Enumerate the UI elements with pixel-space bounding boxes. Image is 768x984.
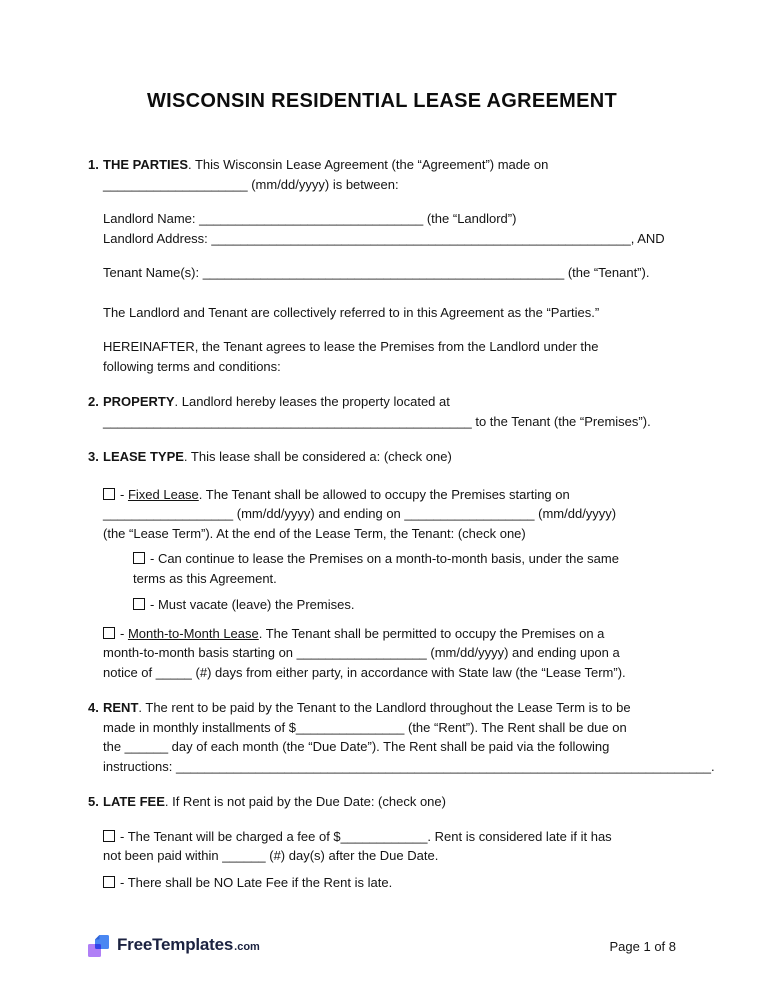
section-intro-text: . Landlord hereby leases the property located at	[174, 394, 450, 409]
checkbox-line	[133, 549, 676, 569]
page-indicator: Page 1 of 8	[609, 938, 676, 954]
section-rent	[88, 698, 715, 776]
checkbox-line	[103, 485, 676, 505]
page-footer	[88, 935, 676, 958]
section-intro-text: . The rent to be paid by the Tenant to the Landlord throughout the Lease Term is to be	[138, 700, 631, 715]
text-line: ____________________ (mm/dd/yyyy) is between:	[103, 176, 399, 192]
section-heading: THE PARTIES	[103, 157, 188, 172]
paragraph-landlord	[103, 209, 676, 248]
paragraph-late-fee-charged	[103, 827, 676, 866]
paragraph-late-fee-intro	[103, 792, 676, 812]
text-line: HEREINAFTER, the Tenant agrees to lease the Premises from the Landlord under the	[103, 339, 599, 354]
checkbox-line	[103, 873, 676, 893]
option-text: - The Tenant will be charged a fee of $____________. Rent is considered late if it has	[120, 828, 612, 844]
text-line	[103, 155, 676, 175]
paragraph-parties-intro	[103, 155, 676, 194]
text-line: notice of _____ (#) days from either party, in accordance with State law (the “Lease Term”).	[103, 664, 626, 680]
section-intro-text: . This lease shall be considered a: (check one)	[183, 449, 452, 464]
section-heading: RENT	[103, 700, 139, 715]
section-late-fee	[88, 792, 676, 892]
checkbox-fixed-lease[interactable]	[103, 488, 115, 500]
landlord-address-line: Landlord Address: __________________________________________________________, AND	[103, 230, 665, 246]
paragraph-month-to-month-lease	[103, 624, 676, 683]
section-heading: PROPERTY	[103, 394, 175, 409]
paragraph-lease-type-intro	[103, 447, 676, 467]
text-line	[103, 698, 676, 718]
document-title: WISCONSIN RESIDENTIAL LEASE AGREEMENT	[146, 90, 618, 112]
option-text: - Can continue to lease the Premises on a month-to-month basis, under the same	[150, 551, 619, 566]
brand-name: FreeTemplates	[117, 935, 234, 955]
section-lease-type	[88, 447, 676, 682]
logo-square-shape	[88, 944, 101, 957]
text-line: __________________ (mm/dd/yyyy) and ending on __________________ (mm/dd/yyyy)	[103, 506, 617, 521]
text-line	[103, 792, 676, 812]
month-to-month-label: Month-to-Month Lease	[127, 625, 259, 641]
option-text: - There shall be NO Late Fee if the Rent is late.	[120, 874, 393, 890]
freetemplates-logo-icon	[88, 935, 110, 958]
text-line: ___________________________________________________ to the Tenant (the “Premises”).	[103, 413, 651, 429]
text-line: the ______ day of each month (the “Due Date”). The Rent shall be paid via the following	[103, 739, 610, 754]
checkbox-dash: -	[120, 486, 128, 502]
section-heading: LEASE TYPE	[103, 449, 184, 464]
paragraph-collective	[103, 303, 676, 323]
section-number: 1.	[88, 157, 99, 172]
checkbox-line	[103, 827, 676, 847]
fixed-lease-label: Fixed Lease	[127, 486, 199, 502]
month-to-month-text: . The Tenant shall be permitted to occupy the Premises on a	[258, 625, 605, 641]
section-number: 5.	[88, 794, 99, 809]
paragraph-no-late-fee	[103, 873, 676, 893]
checkbox-line	[103, 624, 676, 644]
checkbox-dash: -	[120, 625, 128, 641]
checkbox-month-to-month-lease[interactable]	[103, 627, 115, 639]
paragraph-fixed-lease	[103, 485, 676, 544]
checkbox-line	[133, 595, 676, 615]
option-text: - Must vacate (leave) the Premises.	[150, 597, 355, 612]
paragraph-property	[103, 392, 676, 431]
paragraph-hereinafter	[103, 337, 676, 376]
checkbox-no-late-fee[interactable]	[103, 876, 115, 888]
freetemplates-logo	[88, 935, 260, 958]
text-line: terms as this Agreement.	[133, 570, 277, 586]
text-line: not been paid within ______ (#) day(s) after the Due Date.	[103, 848, 439, 863]
text-line	[103, 447, 676, 467]
section-number: 3.	[88, 449, 99, 464]
section-the-parties	[88, 155, 676, 376]
section-intro-text: . This Wisconsin Lease Agreement (the “Agreement”) made on	[188, 157, 549, 172]
text-line: following terms and conditions:	[103, 358, 281, 374]
paragraph-tenant	[103, 263, 676, 283]
brand-text	[117, 935, 260, 958]
paragraph-option-vacate	[103, 595, 676, 615]
text-line: made in monthly installments of $_______________ (the “Rent”). The Rent shall be due on	[103, 719, 627, 735]
section-property	[88, 392, 676, 431]
section-number: 4.	[88, 700, 99, 715]
checkbox-must-vacate[interactable]	[133, 598, 145, 610]
text-line	[103, 392, 676, 412]
paragraph-rent	[103, 698, 715, 776]
section-heading: LATE FEE	[103, 794, 165, 809]
text-line: The Landlord and Tenant are collectively referred to in this Agreement as the “Parties.”	[103, 304, 600, 320]
section-intro-text: . If Rent is not paid by the Due Date: (check one)	[164, 794, 446, 809]
section-number: 2.	[88, 394, 99, 409]
landlord-name-line: Landlord Name: _______________________________ (the “Landlord”)	[103, 211, 517, 226]
paragraph-option-continue	[103, 549, 676, 588]
brand-suffix: .com	[234, 941, 260, 954]
tenant-name-line: Tenant Name(s): __________________________________________________ (the “Tenant”).	[103, 265, 650, 280]
checkbox-late-fee-charged[interactable]	[103, 830, 115, 842]
text-line: month-to-month basis starting on __________________ (mm/dd/yyyy) and ending upon a	[103, 645, 620, 660]
fixed-lease-text: . The Tenant shall be allowed to occupy the Premises starting on	[198, 486, 570, 502]
text-line: (the “Lease Term”). At the end of the Lease Term, the Tenant: (check one)	[103, 525, 526, 541]
text-line: instructions: __________________________________________________________________________.	[103, 758, 715, 774]
checkbox-continue-month-to-month[interactable]	[133, 552, 145, 564]
